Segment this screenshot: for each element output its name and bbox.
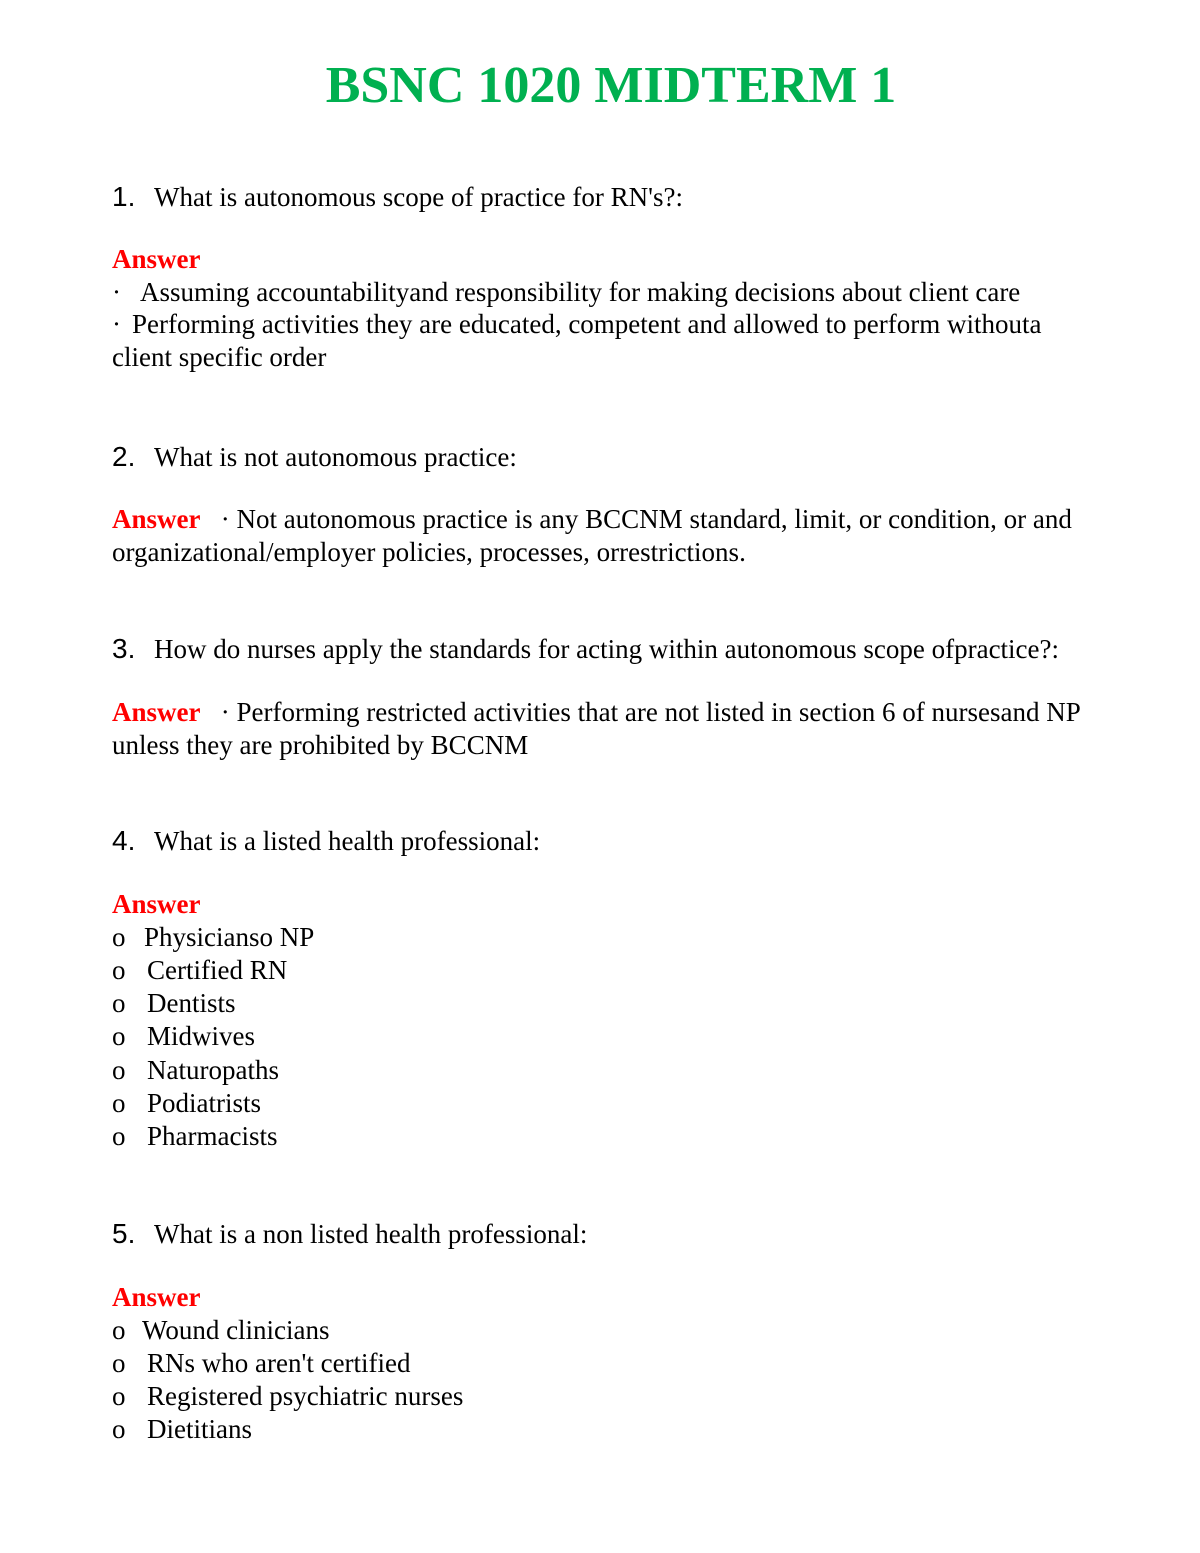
- list-item: o RNs who aren't certified: [112, 1347, 1092, 1380]
- list-marker: o: [112, 1347, 126, 1378]
- answer-bullet-item: · Assuming accountabilityand responsibility for making decisions about client care: [112, 276, 1021, 307]
- list-marker: o: [112, 1054, 126, 1085]
- answer-label: Answer: [112, 504, 201, 534]
- question-number: 1.: [112, 181, 136, 212]
- answer-4: [112, 888, 1092, 1154]
- answer-2: [112, 503, 1092, 568]
- question-text: What is not autonomous practice:: [154, 442, 517, 472]
- question-text: What is a non listed health professional:: [154, 1219, 588, 1249]
- question-1: [112, 180, 683, 214]
- list-item: o Pharmacists: [112, 1120, 1092, 1153]
- question-number: 4.: [112, 825, 136, 856]
- list-marker: o: [112, 1314, 126, 1345]
- list-marker: o: [112, 1121, 126, 1152]
- answer-label: Answer: [112, 244, 201, 274]
- answer-label: Answer: [112, 1282, 201, 1312]
- question-text: How do nurses apply the standards for acting within autonomous scope ofpractice?:: [154, 634, 1060, 664]
- question-number: 5.: [112, 1218, 136, 1249]
- page-title: BSNC 1020 MIDTERM 1: [325, 57, 897, 114]
- question-2: [112, 440, 517, 474]
- answer-1: [112, 243, 1092, 373]
- list-item: o Wound clinicians: [112, 1314, 1092, 1347]
- answer-5: [112, 1281, 1092, 1447]
- answer-3: [112, 696, 1092, 761]
- question-text: What is autonomous scope of practice for RN's?:: [154, 182, 683, 212]
- list-marker: o: [112, 988, 126, 1019]
- list-item: o Certified RN: [112, 954, 1092, 987]
- list-item: o Dietitians: [112, 1413, 1092, 1446]
- question-number: 3.: [112, 633, 136, 664]
- answer-text: · Performing restricted activities that are not listed in section 6 of nursesand NP unless they are prohibited by BCCNM: [112, 697, 1080, 760]
- question-text: What is a listed health professional:: [154, 826, 541, 856]
- question-4: [112, 824, 540, 858]
- list-marker: o: [112, 1021, 126, 1052]
- answer-text: · Not autonomous practice is any BCCNM standard, limit, or condition, or and organizational/employer policies, processes, orrestrictions.: [112, 504, 1072, 567]
- question-5: [112, 1217, 587, 1251]
- list-item: o Podiatrists: [112, 1087, 1092, 1120]
- question-number: 2.: [112, 441, 136, 472]
- list-marker: o: [112, 1087, 126, 1118]
- list-marker: o: [112, 1381, 126, 1412]
- answer-bullet-item: · Performing activities they are educated, competent and allowed to perform withouta client specific order: [112, 309, 1042, 372]
- list-item: o Dentists: [112, 987, 1092, 1020]
- answer-label: Answer: [112, 697, 201, 727]
- bullet-icon: ·: [112, 276, 121, 307]
- list-item: o Naturopaths: [112, 1054, 1092, 1087]
- list-item: o Physicianso NP: [112, 921, 1092, 954]
- answer-label: Answer: [112, 889, 201, 919]
- list-marker: o: [112, 1414, 126, 1445]
- list-item: o Midwives: [112, 1020, 1092, 1053]
- question-3: [112, 632, 1059, 666]
- list-marker: o: [112, 954, 126, 985]
- bullet-icon: ·: [112, 309, 121, 339]
- list-marker: o: [112, 921, 126, 952]
- list-item: o Registered psychiatric nurses: [112, 1380, 1092, 1413]
